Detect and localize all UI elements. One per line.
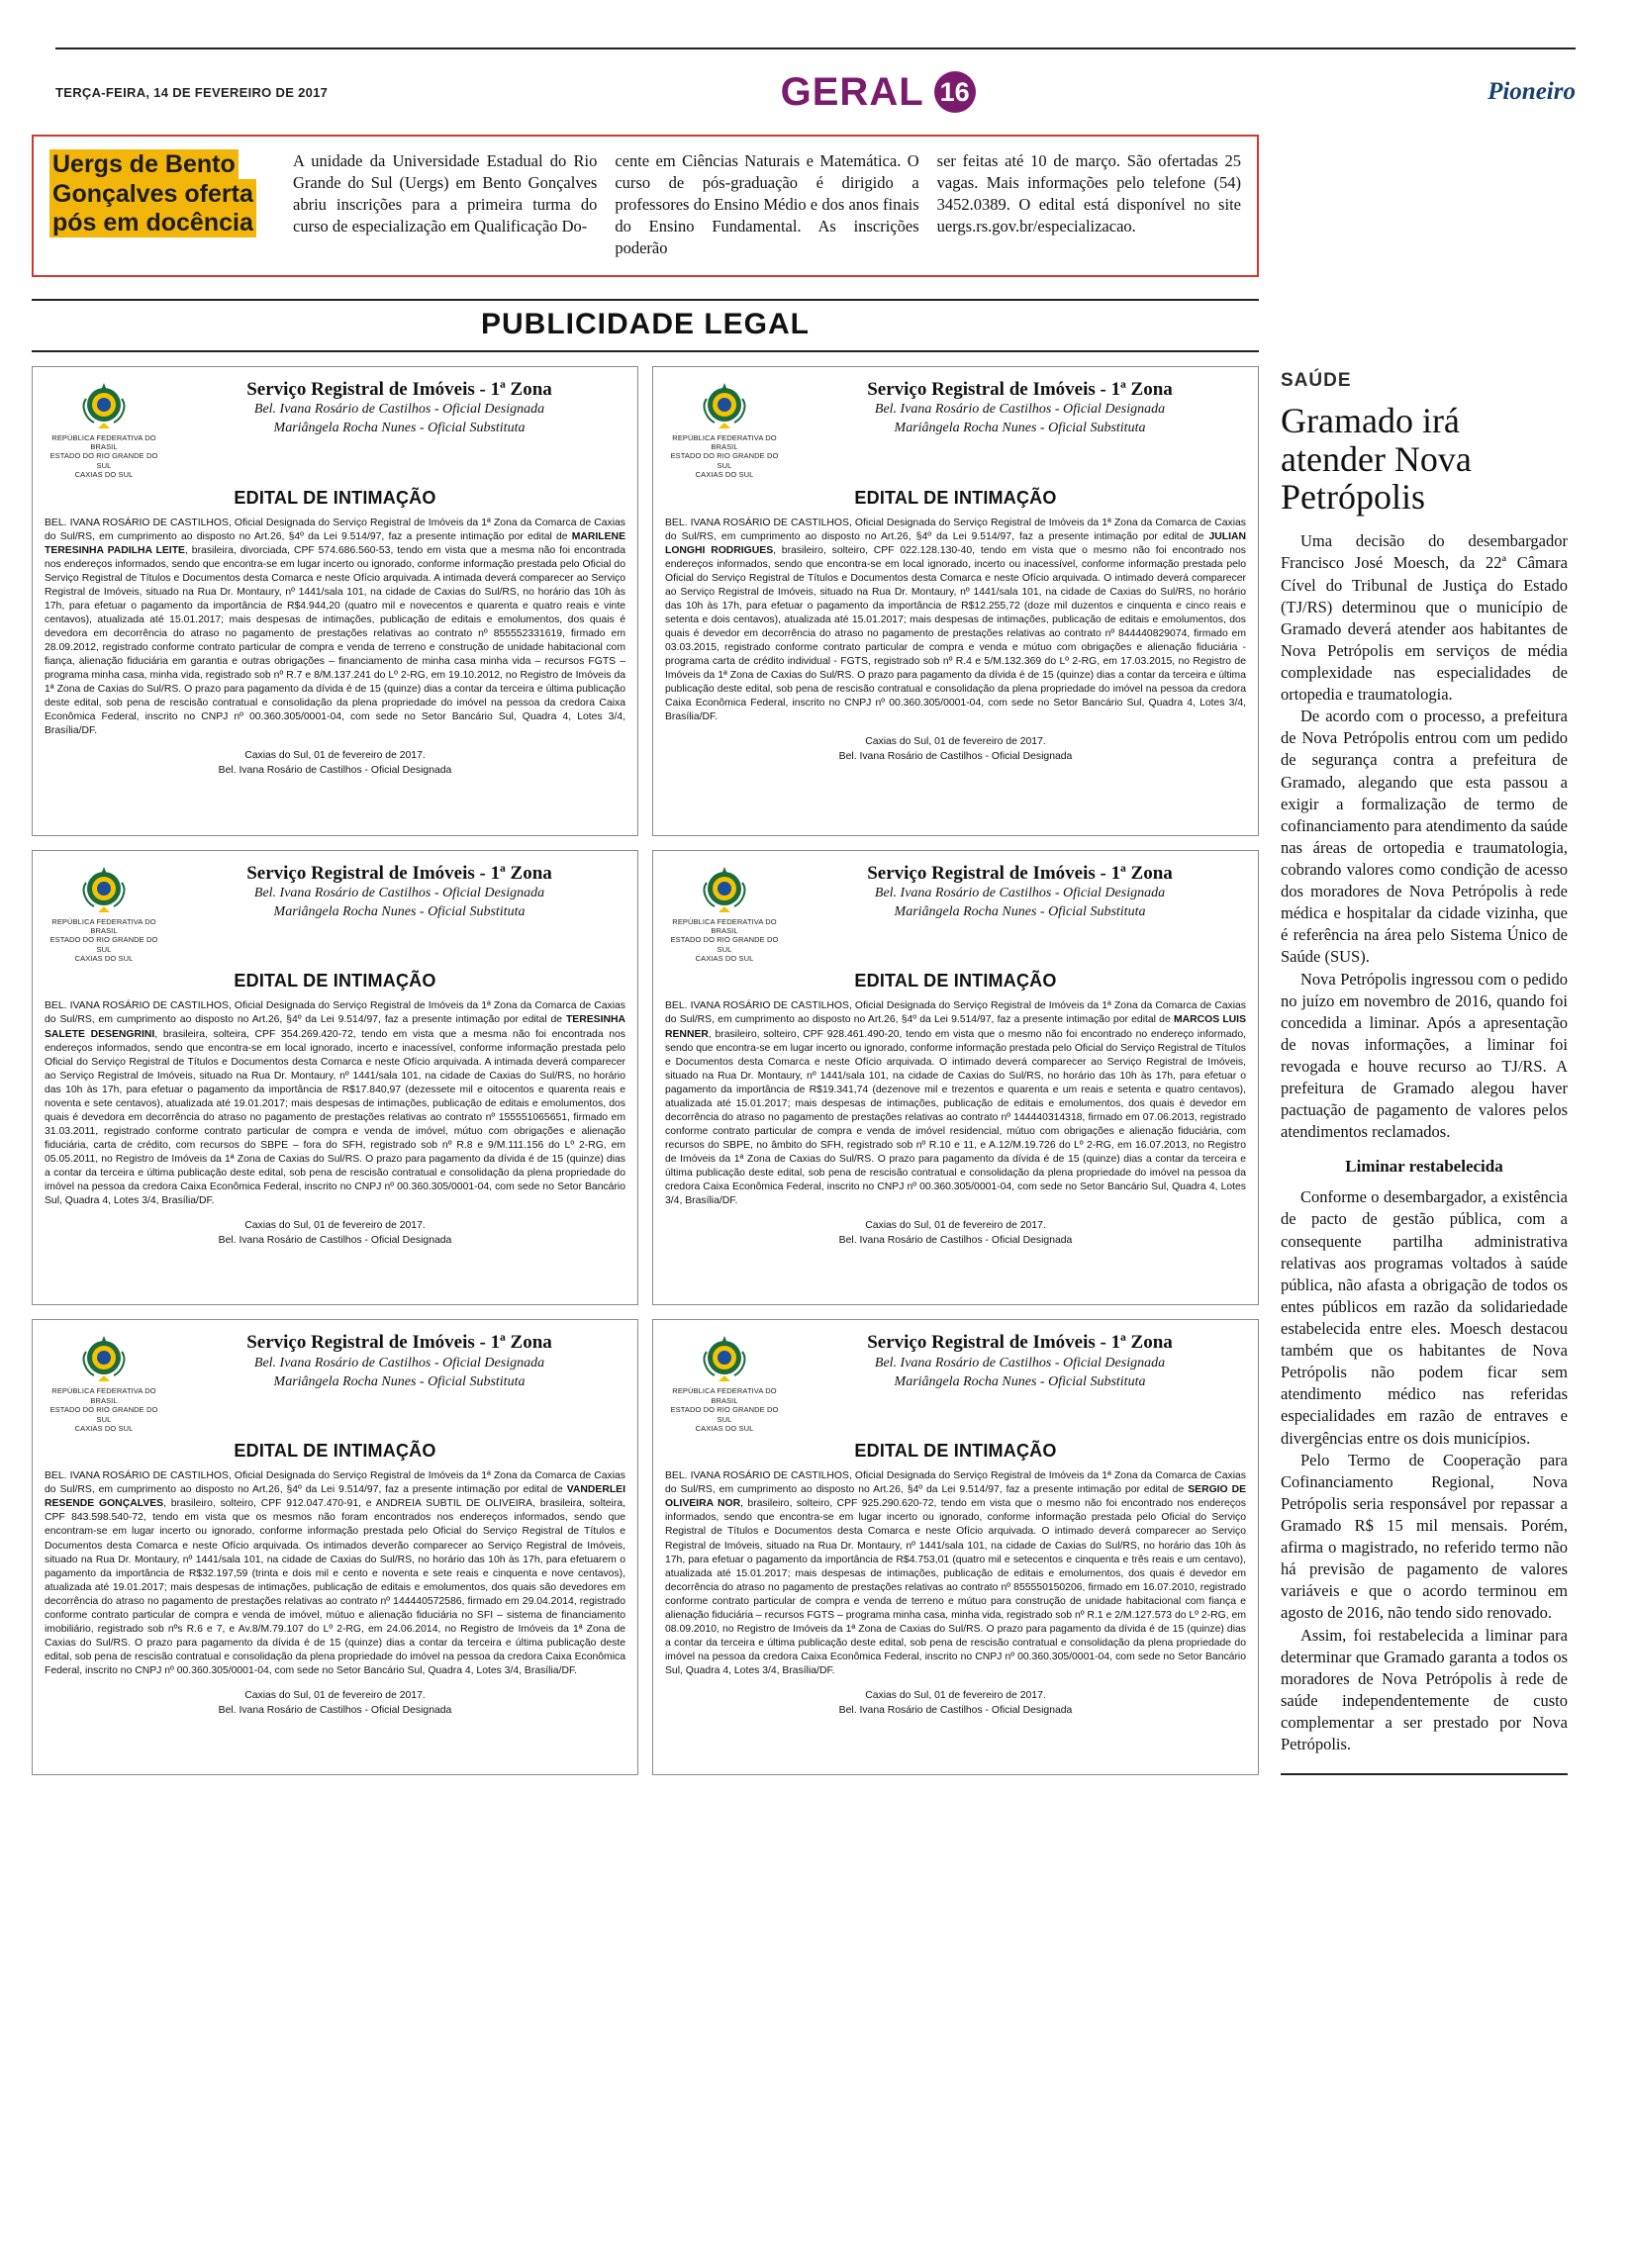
edital-title: EDITAL DE INTIMAÇÃO [854,971,1057,992]
crest-caption-line: ESTADO DO RIO GRANDE DO SUL [49,935,158,954]
registry-substitute: Mariângela Rocha Nunes - Oficial Substituta [894,421,1146,436]
article-saude [1281,366,1568,1776]
notice-header [665,861,1246,964]
crest-caption [45,917,163,964]
legal-notice [652,850,1259,1306]
notice-signature: Bel. Ivana Rosário de Castilhos - Oficial Designada [838,1235,1073,1247]
registry-substitute: Mariângela Rocha Nunes - Oficial Substituta [273,904,526,920]
registry-title: Serviço Registral de Imóveis - 1ª Zona [246,378,552,400]
article-paragraph-1: Uma decisão do desembargador Francisco José Moesch, da 22ª Câmara Cível do Tribunal de Justiça do Estado (TJ/RS) determinou que o município de Gramado deverá atender aos habitantes de Nova Petrópolis em serviços de média complexidade nas especialidades de ortopedia e traumatologia. [1281,531,1568,705]
crest-caption-line: REPÚBLICA FEDERATIVA DO BRASIL [672,1386,777,1405]
coat-of-arms-icon [45,1330,163,1433]
notice-signature: Bel. Ivana Rosário de Castilhos - Oficial Designada [838,1705,1073,1717]
registry-substitute: Mariângela Rocha Nunes - Oficial Substituta [894,1374,1146,1390]
crest-caption [665,1386,784,1433]
highlight-kicker-line3: pós em docência [49,208,256,237]
crest-caption-line: ESTADO DO RIO GRANDE DO SUL [49,451,158,470]
article-headline: Gramado irá atender Nova Petrópolis [1281,400,1472,518]
crest-caption-line: REPÚBLICA FEDERATIVA DO BRASIL [51,916,156,935]
crest-caption-line: REPÚBLICA FEDERATIVA DO BRASIL [51,432,156,452]
notice-body: BEL. IVANA ROSÁRIO DE CASTILHOS, Oficial Designada do Serviço Registral de Imóveis da 1ª Zona da Comarca de Caxias do Sul/RS, em cumprimento ao disposto no Art.26, §4º da Lei 9.514/97, faz a presente intimação por edital de MARILENE TERESINHA PADILHA LEITE, brasileira, divorciada, CPF 574.686.560-53, tendo em vista que a mesma não foi encontrada nos endereços informados, sendo que encontra-se em lugar incerto ou ignorado, conforme informação prestada pelo Oficial do Serviço Registral de Títulos e Documentos desta Comarca e neste Ofício arquivada. A intimada deverá comparecer ao Serviço Registral de Imóveis, situado na Rua Dr. Montaury, nº 1441/sala 101, na cidade de Caxias do Sul/RS, no horário das 10h às 17h, para efetuar o pagamento da importância de R$4.944,20 (quatro mil e novecentos e quarenta e quatro reais e vinte centavos), atualizada até 15.01.2017; mais despesas de intimações, publicação de editais e emolumentos, dos quais é devedora em decorrência do atraso no pagamento de prestações relativas ao contrato nº 855552331619, firmado em 28.09.2012, registrado conforme contrato particular de compra e venda de terreno e construção de unidade habitacional com fiança, alienação fiduciária em garantia e outras obrigações – financiamento de minha casa minha vida – recursos FGTS – programa minha casa, minha vida, registrado sob nº R.7 e 8/M.137.241 do Lº 2-RG, em 19.10.2012, no Registro de Imóveis da 1ª Zona de Caxias do Sul/RS. O prazo para pagamento da dívida é de 15 (quinze) dias a contar da terceira e última publicação deste edital, sob pena de rescisão contratual e consolidação da plena propriedade do imóvel na pessoa da credora Caixa Econômica Federal, inscrito no CNPJ nº 00.360.305/0001-04, com sede no Setor Bancário Sul, Quadra 4, Lotes 3/4, Brasília/DF. [45,517,625,737]
article-paragraph-2: De acordo com o processo, a prefeitura de Nova Petrópolis entrou com um pedido de segurança contra a prefeitura de Gramado, alegando que esta passou a exigir a formalização de termo de cofinanciamento para atendimento da saúde nas áreas de ortopedia e traumatologia, cobrando valores como condição de acesso dos moradores de Nova Petrópolis à rede médica e hospitalar da cidade vizinha, que é referência na área pelo Sistema Único de Saúde (SUS). [1281,707,1568,967]
legal-notice [652,366,1259,836]
notice-body: BEL. IVANA ROSÁRIO DE CASTILHOS, Oficial Designada do Serviço Registral de Imóveis da 1ª Zona da Comarca de Caxias do Sul/RS, em cumprimento ao disposto no Art.26, §4º da Lei 9.514/97, faz a presente intimação por edital de VANDERLEI RESENDE GONÇALVES, brasileiro, solteiro, CPF 912.047.470-91, e ANDREIA SUBTIL DE OLIVEIRA, brasileira, solteira, CPF 843.598.540-72, tendo em vista que os mesmos não foram encontrados nos endereços informados, sendo que encontram-se em lugar incerto ou ignorado, conforme informação prestada pelo Oficial do Serviço Registral de Títulos e Documentos desta Comarca e neste Ofício arquivada. Os intimados deverão comparecer ao Serviço Registral de Imóveis, situado na Rua Dr. Montaury, nº 1441/sala 101, na cidade de Caxias do Sul/RS, no horário das 10h às 17h, para efetuarem o pagamento da importância de R$32.197,59 (trinta e dois mil e cento e noventa e sete reais e cinquenta e nove centavos), atualizada até 19.01.2017; mais despesas de intimações, publicação de editais e emolumentos, dos quais são devedores em decorrência do atraso no pagamento de prestações relativas ao contrato nº 144440572586, firmado em 29.04.2014, registrado conforme contrato particular de compra e venda de imóvel, mútuo e alienação fiduciária no SFI – sistema de financiamento imobiliário, registrado sob nºs R.6 e 7, e Av.8/M.79.107 do Lº 2-RG, em 24.06.2014, no Registro de Imóveis da 1ª Zona de Caxias do Sul/RS. O prazo para pagamento da dívida é de 15 (quinze) dias a contar da terceira e última publicação deste edital, sob pena de rescisão contratual e consolidação da plena propriedade do imóvel na pessoa da credora Caixa Econômica Federal, inscrito no CNPJ nº 00.360.305/0001-04, com sede no Setor Bancário Sul, Quadra 4, Lotes 3/4, Brasília/DF. [45,1470,625,1676]
crest-caption-line: ESTADO DO RIO GRANDE DO SUL [670,935,779,954]
registry-title: Serviço Registral de Imóveis - 1ª Zona [246,1332,552,1354]
legal-notice [32,366,638,836]
registry-title: Serviço Registral de Imóveis - 1ª Zona [867,862,1173,884]
crest-caption-line: REPÚBLICA FEDERATIVA DO BRASIL [672,432,777,452]
crest-caption-line: CAXIAS DO SUL [74,1423,134,1433]
legal-notice [32,850,638,1306]
notice-party-name: JULIAN LONGHI RODRIGUES [665,530,1246,556]
section-flag [781,70,976,115]
notice-footer [665,1218,1246,1248]
notice-footer [45,1688,625,1718]
edital-title: EDITAL DE INTIMAÇÃO [234,971,436,992]
registry-title: Serviço Registral de Imóveis - 1ª Zona [246,862,552,884]
notice-titles [173,377,625,439]
notice-place-date: Caxias do Sul, 01 de fevereiro de 2017. [865,1689,1046,1701]
notice-party-name: TERESINHA SALETE DESENGRINI [45,1014,625,1040]
masthead [55,47,1576,121]
registry-substitute: Mariângela Rocha Nunes - Oficial Substituta [273,1374,526,1390]
notice-party-name: SERGIO DE OLIVEIRA NOR [665,1484,1247,1510]
registry-official: Bel. Ivana Rosário de Castilhos - Oficial Designada [253,886,545,901]
notice-party-name: MARILENE TERESINHA PADILHA LEITE [45,530,625,556]
coat-of-arms-icon [665,1330,784,1433]
legal-notices-grid [32,366,1259,1776]
notice-titles [794,861,1246,923]
highlight-box [32,135,1259,277]
newspaper-page [0,47,1631,2268]
notice-party-name: MARCOS LUIS RENNER [665,1014,1246,1040]
crest-caption-line: ESTADO DO RIO GRANDE DO SUL [49,1405,158,1424]
article-subheadline: Liminar restabelecida [1345,1157,1503,1177]
notice-titles [794,1330,1246,1392]
article-paragraph-3: Nova Petrópolis ingressou com o pedido no juízo em novembro de 2016, quando foi concedida a liminar. Após a apresentação de novas informações, a liminar foi revogada e houve recurso ao TJ/RS. A prefeitura de Gramado alegou haver pactuação de pagamento de valores pelos atendimentos reclamados. [1281,969,1568,1142]
article-bottom-rule [1281,1773,1568,1775]
article-paragraph-4: Conforme o desembargador, a existência de pacto de gestão pública, com a consequente partilha administrativa relativas aos programas voltados à saúde pública, não afasta a obrigação de todos os entes públicos em razão da solidariedade estabelecida entre eles. Moesch destacou também que os habitantes de Nova Petrópolis não podem ficar sem atendimento médico nas referidas especialidades em razão de entraves e divergências entre os dois municípios. [1281,1187,1568,1448]
highlight-col-2: cente em Ciências Naturais e Matemática. O curso de pós-graduação é dirigido a professores do Ensino Médio e dos anos finais do Ensino Fundamental. As inscrições poderão [615,151,919,257]
article-paragraph-5: Pelo Termo de Cooperação para Cofinanciamento Regional, Nova Petrópolis seria responsável por repassar a Gramado R$ 15 mil mensais. Porém, afirma o magistrado, no referido termo não há previsão de pagamento de valores variáveis e que o acordo terminou em agosto de 2016, não tendo sido renovado. [1281,1450,1568,1623]
crest-caption [45,433,163,480]
notice-header [45,377,625,480]
crest-caption-line: CAXIAS DO SUL [695,954,754,964]
edital-title: EDITAL DE INTIMAÇÃO [854,487,1057,508]
registry-official: Bel. Ivana Rosário de Castilhos - Oficial Designada [874,886,1166,901]
notice-footer [665,1688,1246,1718]
notice-body: BEL. IVANA ROSÁRIO DE CASTILHOS, Oficial Designada do Serviço Registral de Imóveis da 1ª Zona da Comarca de Caxias do Sul/RS, em cumprimento ao disposto no Art.26, §4º da Lei 9.514/97, faz a presente intimação por edital de JULIAN LONGHI RODRIGUES, brasileiro, solteiro, CPF 022.128.130-40, tendo em vista que o mesmo não foi encontrado nos endereços informados, sendo que encontra-se em local ignorado, incerto ou inacessível, conforme informação prestada pelo Oficial do Serviço Registral de Títulos e Documentos desta Comarca e neste Ofício arquivada. O intimado deverá comparecer ao Serviço Registral de Imóveis, situado na Rua Dr. Montaury, nº 1441/sala 101, na cidade de Caxias do Sul/RS, no horário das 10h às 17h, para efetuar o pagamento da importância de R$12.255,72 (doze mil duzentos e cinquenta e cinco reais e setenta e dois centavos), atualizada até 15.01.2017; mais despesas de intimações, publicação de editais e emolumentos, dos quais é devedor em decorrência do atraso no pagamento de prestações relativas ao contrato nº 844440829074, firmado em 03.03.2015, registrado conforme contrato particular de compra e venda e mútuo com obrigações e alienação fiduciária - programa carta de crédito individual - FGTS, registrado sob nº R.4 e 5/M.132.369 do Lº 2-RG, em 17.03.2015, no Registro de Imóveis da 1ª Zona de Caxias do Sul/RS. O prazo para pagamento da dívida é de 15 (quinze) dias a contar da terceira e última publicação deste edital, sob pena de rescisão contratual e consolidação da plena propriedade do imóvel na pessoa da credora Caixa Econômica Federal, inscrito no CNPJ nº 00.360.305/0001-04, com sede no Setor Bancário Sul, Quadra 4, Lotes 3/4, Brasília/DF. [665,517,1246,723]
notice-titles [794,377,1246,439]
notice-signature: Bel. Ivana Rosário de Castilhos - Oficial Designada [218,765,452,777]
crest-caption [665,917,784,964]
coat-of-arms-icon [45,377,163,480]
section-name: GERAL [780,69,924,114]
publicidade-legal-banner: PUBLICIDADE LEGAL [32,299,1259,352]
highlight-col-1: A unidade da Universidade Estadual do Rio Grande do Sul (Uergs) em Bento Gonçalves abriu inscrições para a primeira turma do curso de especialização em Qualificação Do- [293,151,598,236]
notice-place-date: Caxias do Sul, 01 de fevereiro de 2017. [244,750,426,762]
notice-header [665,377,1246,480]
publicidade-legal-banner-wrap [32,299,1259,352]
page-body [32,366,1576,1776]
registry-official: Bel. Ivana Rosário de Castilhos - Oficial Designada [874,1356,1166,1371]
notice-body: BEL. IVANA ROSÁRIO DE CASTILHOS, Oficial Designada do Serviço Registral de Imóveis da 1ª Zona da Comarca de Caxias do Sul/RS, em cumprimento ao disposto no Art.26, §4º da Lei 9.514/97, faz a presente intimação por edital de MARCOS LUIS RENNER, brasileiro, solteiro, CPF 928.461.490-20, tendo em vista que o mesmo não foi encontrado no endereço informado, sendo que encontra-se em lugar incerto ou ignorado, conforme informação prestada pelo Oficial do Serviço Registral de Títulos e Documentos desta Comarca e neste Ofício arquivada. O intimado deverá comparecer ao Serviço Registral de Imóveis, situado na Rua Dr. Montaury, nº 1441/sala 101, na cidade de Caxias do Sul/RS, no horário das 10h às 17h, para efetuar o pagamento da importância de R$19.341,74 (dezenove mil e trezentos e quarenta e um reais e setenta e quatro centavos), atualizada até 15.01.2017; mais despesas de intimações, publicação de editais e emolumentos, dos quais é devedor em decorrência do atraso no pagamento de prestações relativas ao contrato nº 144440314318, firmado em 07.06.2013, registrado conforme contrato particular de compra e venda de imóvel residencial, mútuo com obrigações e alienação fiduciária, com recursos do SBPE, no âmbito do SFH, registrado sob nº R.10 e 11, e A.12/M.19.726 do Lº 2-RG, em 16.07.2013, no Registro de Imóveis da 1ª Zona de Caxias do Sul/RS. O prazo para pagamento da dívida é de 15 (quinze) dias a contar da terceira e última publicação deste edital, sob pena de rescisão contratual e consolidação da plena propriedade do imóvel na pessoa da credora Caixa Econômica Federal, inscrito no CNPJ nº 00.360.305/0001-04, com sede no Setor Bancário Sul, Quadra 4, Lotes 3/4, Brasília/DF. [665,1000,1246,1207]
notice-header [45,1330,625,1433]
notice-titles [173,1330,625,1392]
registry-substitute: Mariângela Rocha Nunes - Oficial Substituta [273,421,526,436]
crest-caption-line: ESTADO DO RIO GRANDE DO SUL [670,1405,779,1424]
edital-title: EDITAL DE INTIMAÇÃO [234,1441,436,1462]
registry-official: Bel. Ivana Rosário de Castilhos - Oficial Designada [874,402,1166,418]
edital-title: EDITAL DE INTIMAÇÃO [854,1441,1057,1462]
notice-signature: Bel. Ivana Rosário de Castilhos - Oficial Designada [218,1705,452,1717]
crest-caption [45,1386,163,1433]
article-paragraph-6: Assim, foi restabelecida a liminar para determinar que Gramado garanta a todos os moradores de Nova Petrópolis à rede de saúde independentemente de custo complementar a ser prestado por Nova Petrópolis. [1281,1625,1568,1754]
edital-title: EDITAL DE INTIMAÇÃO [234,487,436,508]
notice-signature: Bel. Ivana Rosário de Castilhos - Oficial Designada [218,1235,452,1247]
crest-caption-line: REPÚBLICA FEDERATIVA DO BRASIL [51,1386,156,1405]
article-kicker: SAÚDE [1281,369,1352,391]
brand-logo: Pioneiro [1487,78,1576,105]
coat-of-arms-icon [665,377,784,480]
notice-footer [665,734,1246,764]
crest-caption-line: CAXIAS DO SUL [74,470,134,480]
notice-header [45,861,625,964]
crest-caption-line: CAXIAS DO SUL [695,1423,754,1433]
crest-caption-line: CAXIAS DO SUL [74,954,134,964]
coat-of-arms-icon [45,861,163,964]
crest-caption-line: ESTADO DO RIO GRANDE DO SUL [670,451,779,470]
coat-of-arms-icon [665,861,784,964]
notice-body: BEL. IVANA ROSÁRIO DE CASTILHOS, Oficial Designada do Serviço Registral de Imóveis da 1ª Zona da Comarca de Caxias do Sul/RS, em cumprimento ao disposto no Art.26, §4º da Lei 9.514/97, faz a presente intimação por edital de SERGIO DE OLIVEIRA NOR, brasileiro, solteiro, CPF 925.290.620-72, tendo em vista que o mesmo não foi encontrado nos endereços informados, sendo que encontra-se em lugar incerto ou ignorado, conforme informação prestada pelo Oficial do Serviço Registral de Títulos e Documentos desta Comarca e neste Ofício arquivada. O intimado deverá comparecer ao Serviço Registral de Imóveis, situado na Rua Dr. Montaury, nº 1441/sala 101, na cidade de Caxias do Sul/RS, no horário das 10h às 17h, para efetuar o pagamento da importância de R$4.753,01 (quatro mil e setecentos e cinquenta e três reais e um centavo), atualizada até 15.01.2017; mais despesas de intimações, publicação de editais e emolumentos, dos quais é devedor em decorrência do atraso no pagamento de prestações relativas ao contrato nº 855550150206, firmado em 16.07.2010, registrado conforme contrato particular de compra e venda de terreno e mútuo para construção de unidade habitacional com fiança e alienação fiduciária – recursos FGTS – programa minha casa, minha vida, registrado sob nº R.1 e 2/M.127.573 do Lº 2-RG, em 08.09.2010, no Registro de Imóveis da 1ª Zona de Caxias do Sul/RS. O prazo para pagamento da dívida é de 15 (quinze) dias a contar da terceira e última publicação deste edital, sob pena de rescisão contratual e consolidação da plena propriedade do imóvel na pessoa da credora Caixa Econômica Federal, inscrito no CNPJ nº 00.360.305/0001-04, com sede no Setor Bancário Sul, Quadra 4, Lotes 3/4, Brasília/DF. [665,1470,1247,1676]
notice-signature: Bel. Ivana Rosário de Castilhos - Oficial Designada [838,751,1073,763]
notice-place-date: Caxias do Sul, 01 de fevereiro de 2017. [865,1220,1046,1232]
highlight-kicker [49,150,279,259]
crest-caption [665,433,784,480]
issue-date: TERÇA-FEIRA, 14 DE FEVEREIRO DE 2017 [55,84,329,100]
registry-substitute: Mariângela Rocha Nunes - Oficial Substituta [894,904,1146,920]
notice-place-date: Caxias do Sul, 01 de fevereiro de 2017. [865,736,1046,748]
registry-official: Bel. Ivana Rosário de Castilhos - Oficial Designada [253,402,545,418]
legal-notice [652,1319,1259,1775]
notice-place-date: Caxias do Sul, 01 de fevereiro de 2017. [244,1220,426,1232]
page-number: 16 [934,71,976,113]
notice-titles [173,861,625,923]
highlight-kicker-line1: Uergs de Bento [49,149,239,179]
crest-caption-line: REPÚBLICA FEDERATIVA DO BRASIL [672,916,777,935]
registry-official: Bel. Ivana Rosário de Castilhos - Oficial Designada [253,1356,545,1371]
notice-body: BEL. IVANA ROSÁRIO DE CASTILHOS, Oficial Designada do Serviço Registral de Imóveis da 1ª Zona da Comarca de Caxias do Sul/RS, em cumprimento ao disposto no Art.26, §4º da Lei 9.514/97, faz a presente intimação por edital de TERESINHA SALETE DESENGRINI, brasileira, solteira, CPF 354.269.420-72, tendo em vista que a mesma não foi encontrada nos endereços informados, sendo que encontra-se em local ignorado, incerto e inacessível, conforme informação prestada pelo Oficial do Serviço Registral de Títulos e Documentos desta Comarca e neste Ofício arquivada. A intimada deverá comparecer ao Serviço Registral de Imóveis, situado na Rua Dr. Montaury, nº 1441/sala 101, na cidade de Caxias do Sul/RS, no horário das 10h às 17h, para efetuar o pagamento da importância de R$17.840,97 (dezessete mil e oitocentos e quarenta reais e noventa e sete centavos), atualizada até 19.01.2017; mais despesas de intimações, publicação de editais e emolumentos, dos quais é devedora em decorrência do atraso no pagamento de prestações relativas ao contrato nº 155551065651, firmado em 31.03.2011, registrado conforme contrato particular de compra e venda de imóvel, mútuo com obrigações e alienação fiduciária, carta de crédito, com recursos do SBPE – fora do SFH, registrado sob nº R.8 e 9/M.111.156 do Lº 2-RG, em 05.05.2011, no Registro de Imóveis da 1ª Zona de Caxias do Sul/RS. O prazo para pagamento da dívida é de 15 (quinze) dias a contar da terceira e última publicação deste edital, sob pena de rescisão contratual e consolidação da plena propriedade do imóvel na pessoa da credora Caixa Econômica Federal, inscrito no CNPJ nº 00.360.305/0001-04, com sede no Setor Bancário Sul, Quadra 4, Lotes 3/4, Brasília/DF. [45,1000,626,1207]
notice-footer [45,748,625,778]
registry-title: Serviço Registral de Imóveis - 1ª Zona [867,378,1173,400]
legal-notice [32,1319,638,1775]
highlight-kicker-line2: Gonçalves oferta [49,179,256,209]
crest-caption-line: CAXIAS DO SUL [695,470,754,480]
notice-header [665,1330,1246,1433]
notice-party-name: VANDERLEI RESENDE GONÇALVES [45,1484,625,1510]
notice-place-date: Caxias do Sul, 01 de fevereiro de 2017. [244,1689,426,1701]
highlight-columns [293,150,1241,259]
registry-title: Serviço Registral de Imóveis - 1ª Zona [867,1332,1173,1354]
highlight-col-3: ser feitas até 10 de março. São ofertadas 25 vagas. Mais informações pelo telefone (54) 3452.0389. O edital está disponível no site uergs.rs.gov.br/especializacao. [936,151,1241,236]
notice-footer [45,1218,625,1248]
